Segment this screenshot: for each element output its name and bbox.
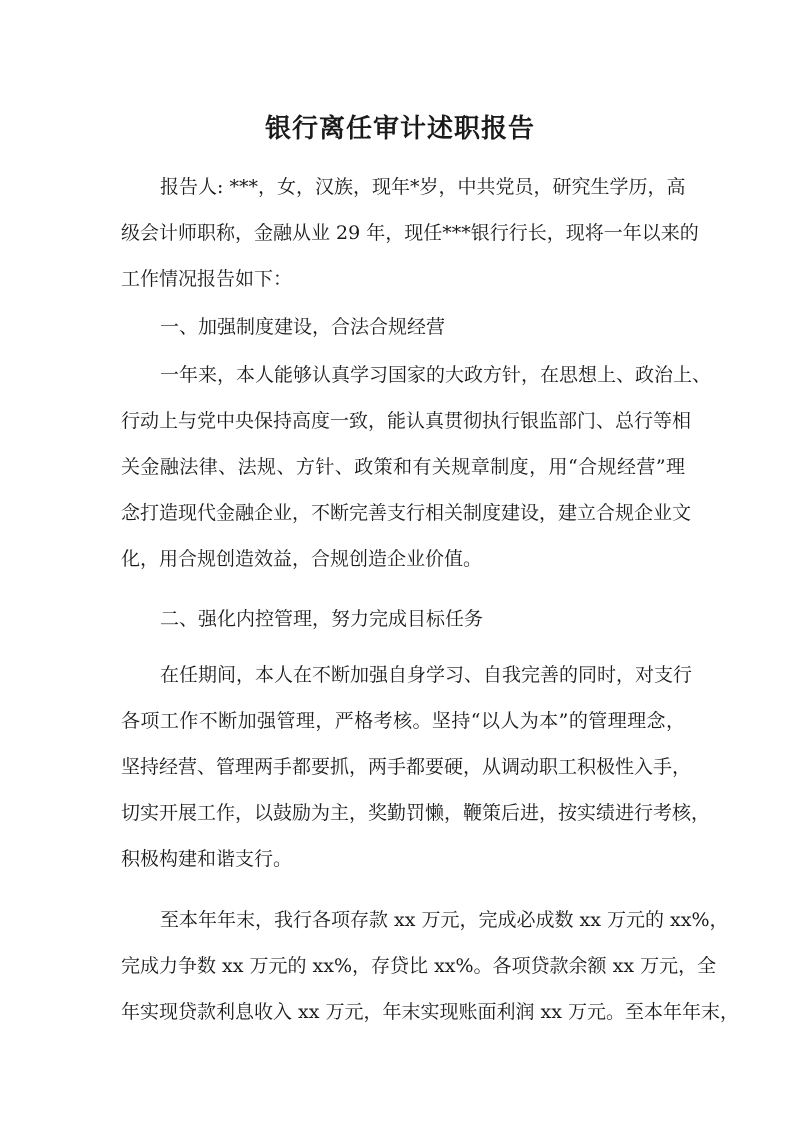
text-line: 完成力争数 xx 万元的 xx%，存贷比 xx%。各项贷款余额 xx 万元，全 xyxy=(121,955,717,977)
text-line: 级会计师职称，金融从业 29 年，现任***银行行长，现将一年以来的 xyxy=(121,222,699,244)
text-line: 各项工作不断加强管理，严格考核。坚持“以人为本”的管理理念， xyxy=(121,710,685,732)
text-line: 年实现贷款利息收入 xx 万元，年末实现账面利润 xx 万元。至本年年末， xyxy=(121,1001,740,1023)
text-line: 至本年年末，我行各项存款 xx 万元，完成必成数 xx 万元的 xx%， xyxy=(160,909,729,931)
text-line: 切实开展工作，以鼓励为主，奖勤罚懒，鞭策后进，按实绩进行考核， xyxy=(121,802,711,824)
text-line: 工作情况报告如下： xyxy=(121,268,293,290)
text-line: 念打造现代金融企业，不断完善支行相关制度建设，建立合规企业文 xyxy=(121,502,692,524)
section-heading-1: 一、加强制度建设，合法合规经营 xyxy=(160,316,446,338)
text-line: 行动上与党中央保持高度一致，能认真贯彻执行银监部门、总行等相 xyxy=(121,410,692,432)
text-line: 坚持经营、管理两手都要抓，两手都要硬，从调动职工积极性入手， xyxy=(121,756,692,778)
section-heading-2: 二、强化内控管理，努力完成目标任务 xyxy=(160,608,484,630)
text-line: 化，用合规创造效益，合规创造企业价值。 xyxy=(121,548,483,570)
document-title: 银行离任审计述职报告 xyxy=(264,114,535,145)
text-line-report-author: 报告人: ***，女，汉族，现年*岁，中共党员，研究生学历，高 xyxy=(160,176,686,198)
text-line: 在任期间，本人在不断加强自身学习、自我完善的同时，对支行 xyxy=(160,664,693,686)
text-line: 积极构建和谐支行。 xyxy=(121,848,293,870)
text-line: 关金融法律、法规、方针、政策和有关规章制度，用“合规经营”理 xyxy=(121,456,685,478)
text-line: 一年来，本人能够认真学习国家的大政方针，在思想上、政治上、 xyxy=(160,364,712,386)
